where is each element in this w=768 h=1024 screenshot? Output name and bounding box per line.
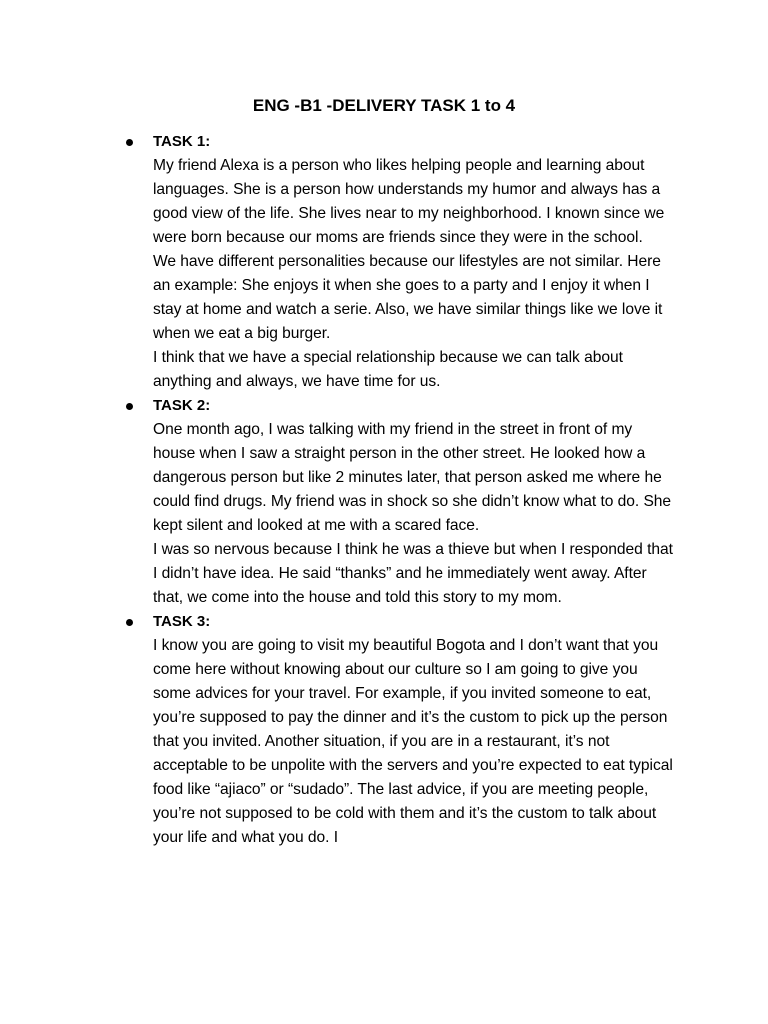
task-paragraph: My friend Alexa is a person who likes helping people and learning about languages. She is a person how understands my humor and always has a good view of the life. She lives near to my neighborhood. I known since we were born because our moms are friends since they were in the school. [153, 157, 665, 246]
task-list [0, 130, 768, 850]
task-paragraph: We have different personalities because our lifestyles are not similar. Here an example: She enjoys it when she goes to a party and I enjoy it when I stay at home and watch a serie. Also, we have similar things like we love it when we eat a big burger. [153, 253, 663, 342]
bullet-icon [126, 403, 133, 410]
bullet-icon [126, 619, 133, 626]
document-title: ENG -B1 -DELIVERY TASK 1 to 4 [252, 96, 516, 115]
task-heading: TASK 2: [153, 397, 211, 414]
task-paragraph: One month ago, I was talking with my friend in the street in front of my house when I saw a straight person in the other street. He looked how a dangerous person but like 2 minutes later, that person asked me where he could find drugs. My friend was in shock so she didn’t know what to do. She kept silent and looked at me with a scared face. [153, 421, 672, 534]
task-paragraph: I think that we have a special relationship because we can talk about anything and always, we have time for us. [153, 349, 623, 390]
task-paragraph: I was so nervous because I think he was a thieve but when I responded that I didn’t have idea. He said “thanks” and he immediately went away. After that, we come into the house and told this story to my mom. [153, 541, 673, 606]
task-paragraph: I know you are going to visit my beautiful Bogota and I don’t want that you come here without knowing about our culture so I am going to give you some advices for your travel. For example, if you invited someone to eat, you’re supposed to pay the dinner and it’s the custom to pick up the person that you invited. Another situation, if you are in a restaurant, it’s not acceptable to be unpolite with the servers and you’re expected to eat typical food like “ajiaco” or “sudado”. The last advice, if you are meeting people, you’re not supposed to be cold with them and it’s the custom to talk about your life and what you do. I [153, 637, 673, 846]
task-heading: TASK 3: [153, 613, 211, 630]
task-heading: TASK 1: [153, 133, 211, 150]
bullet-icon [126, 139, 133, 146]
task-item-3 [0, 610, 673, 850]
task-item-1 [0, 130, 673, 394]
task-item-2 [0, 394, 673, 610]
